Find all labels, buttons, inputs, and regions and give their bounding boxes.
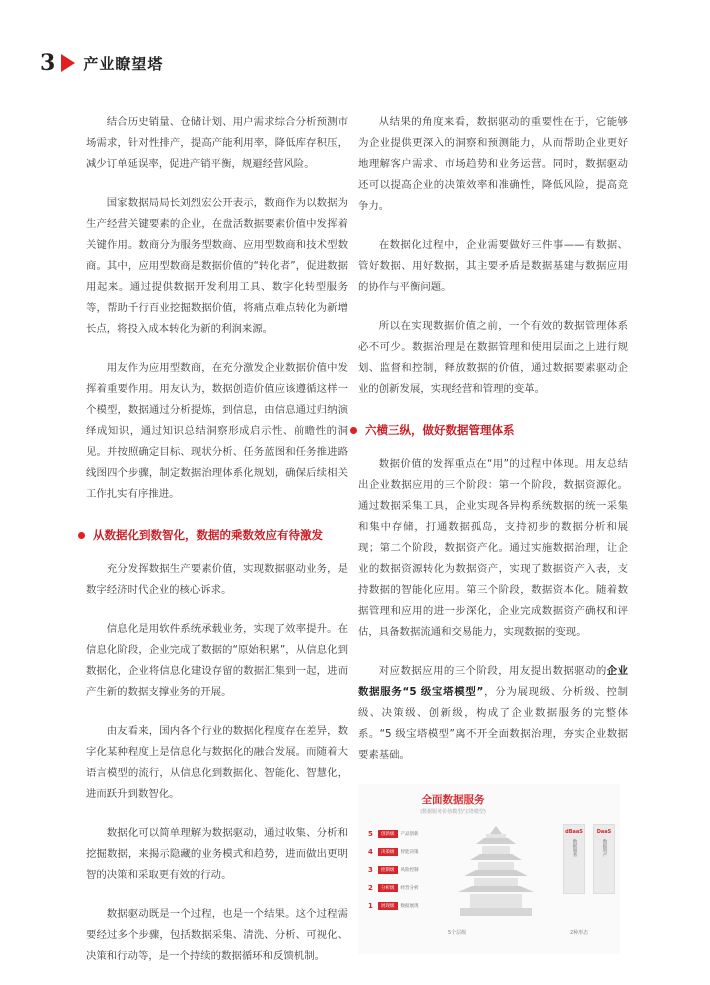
level-number: 5 [368,829,373,838]
section-heading [350,422,628,438]
paragraph: 用友作为应用型数商，在充分激发企业数据价值中发挥着重要作用。用友认为，数据创造价值应该遵循这样一个模型，数据通过分析提炼，到信息，由信息通过归纳演绎成知识，通过知识总结洞察形成启示性、前瞻性的洞见。并按照确定目标、现状分析、任务蓝图和任务推进路线图四个步骤，制定数据治理体系化规划，确保后续相关工作扎实有序推进。 [86,362,348,500]
paragraph: 信息化是用软件系统承载业务，实现了效率提升。在信息化阶段，企业完成了数据的“原始积累”，从信息化到数据化，企业将信息化建设存留的数据汇集到一起，进而产生新的数据支撑业务的开展。 [86,623,348,698]
paragraph: 从结果的角度来看，数据驱动的重要性在于，它能够为企业提供更深入的洞察和预测能力，从而帮助企业更好地理解客户需求、市场趋势和业务运营。同时，数据驱动还可以提高企业的决策效率和准确性，降低风险，提高竞争力。 [358,116,628,212]
level-list [368,826,419,916]
level-name: 展现级 [378,902,398,910]
level-number: 3 [368,865,373,874]
cards-caption: 2种形态 [570,930,589,936]
paragraph: 充分发挥数据生产要素价值，实现数据驱动业务，是数字经济时代企业的核心诉求。 [86,563,348,596]
figure-subtitle: (数据服务价值模型/宝塔模型) [420,809,486,815]
level-number: 4 [368,847,373,856]
model-text-post: ，分为展现级、分析级、控制级、决策级、创新级，构成了企业数据服务的完整体系。“5 级宝塔模型”离不开全面数据治理，夯实企业数据要素基础。 [358,686,628,761]
level-name: 控制级 [378,866,398,874]
right-column [358,112,628,954]
model-text-bold: 企业数据服务“5 级宝塔模型” [358,665,629,698]
pagoda-model-figure [358,784,620,954]
level-number: 2 [368,883,373,892]
model-text-pre: 对应数据应用的三个阶段，用友提出数据驱动的 [378,665,607,677]
red-triangle-icon [61,54,75,72]
section-heading-text: 六横三纵，做好数据管理体系 [365,423,515,437]
level-row [368,898,419,913]
paragraph: 结合历史销量、仓储计划、用户需求综合分析预测市场需求，针对性排产，提高产能利用率，降低库存积压，减少订单延误率，促进产销平衡，规避经营风险。 [86,116,348,170]
pagoda-icon [446,824,546,924]
card-desc: 数据服务 [572,839,577,857]
paragraph: 数据价值的发挥重点在“用”的过程中体现。用友总结出企业数据应用的三个阶段：第一个阶段，数据资源化。通过数据采集工具，企业实现各异构系统数据的统一采集和集中存储，打通数据孤岛，支持初步的数据分析和展现；第二个阶段，数据资产化。通过实施数据治理，让企业的数据资源转化为数据资产，实现了数据资产入表，支持数据的智能化应用。第三个阶段，数据资本化。随着数据管理和应用的进一步深化，企业完成数据资产确权和评估，具备数据流通和交易能力，实现数据的变现。 [358,458,628,638]
form-card [563,824,585,894]
level-name: 创新级 [378,830,398,838]
level-row [368,862,419,877]
form-cards [563,824,615,894]
paragraph: 国家数据局局长刘烈宏公开表示，数商作为以数据为生产经营关键要素的企业，在盘活数据要素价值中发挥着关键作用。数商分为服务型数商、应用型数商和技术型数商。其中，应用型数商是数据价值的“转化者”，促进数据用起来。通过提供数据开发利用工具、数字化转型服务等，帮助千行百业挖掘数据价值，将痛点难点转化为新增长点，将投入成本转化为新的利润来源。 [86,197,348,335]
level-row [368,826,419,841]
chapter-title: 产业瞭望塔 [83,54,164,73]
section-heading-text: 从数据化到数智化，数据的乘数效应有待激发 [93,528,323,542]
bullet-dot-icon [78,532,85,539]
paragraph: 在数据化过程中，企业需要做好三件事——有数据、管好数据、用好数据，其主要矛盾是数据基建与数据应用的协作与平衡问题。 [358,239,628,293]
section-heading [78,527,348,543]
level-name: 决策级 [378,848,398,856]
page-header [40,50,163,76]
level-row [368,880,419,895]
card-title: DaaS [596,829,612,835]
card-desc: 数据资产 [602,839,607,857]
card-title: dBaaS [565,829,583,835]
level-desc: 智能决策 [400,849,419,855]
paragraph: 数据化可以简单理解为数据驱动，通过收集、分析和挖掘数据，来揭示隐藏的业务模式和趋势，进而做出更明智的决策和采取更有效的行动。 [86,827,348,881]
level-row [368,844,419,859]
level-desc: 风险控制 [400,867,419,873]
level-number: 1 [368,901,373,910]
level-desc: 经营分析 [400,885,419,891]
level-desc: 数据展现 [400,903,419,909]
level-desc: 产品创新 [400,831,419,837]
paragraph: 数据驱动既是一个过程，也是一个结果。这个过程需要经过多个步骤，包括数据采集、清洗、分析、可视化、决策和行动等，是一个持续的数据循环和反馈机制。 [86,908,348,962]
page-number: 3 [40,50,56,76]
paragraph: 所以在实现数据价值之前，一个有效的数据管理体系必不可少。数据治理是在数据管理和使用层面之上进行规划、监督和控制，释放数据的价值，通过数据要素驱动企业的创新发展，实现经营和管理的变革。 [358,320,628,395]
bullet-dot-icon [350,427,357,434]
left-column [86,112,348,985]
paragraph: 由友看来，国内各个行业的数据化程度存在差异，数字化某种程度上是信息化与数据化的融合发展。而随着大语言模型的流行，从信息化到数据化、智能化、智慧化，进而跃升到数智化。 [86,725,348,800]
form-card [593,824,615,894]
figure-title: 全面数据服务 [421,794,485,806]
levels-caption: 5个层级 [448,930,467,936]
paragraph-model [358,661,628,766]
level-name: 分析级 [378,884,398,892]
